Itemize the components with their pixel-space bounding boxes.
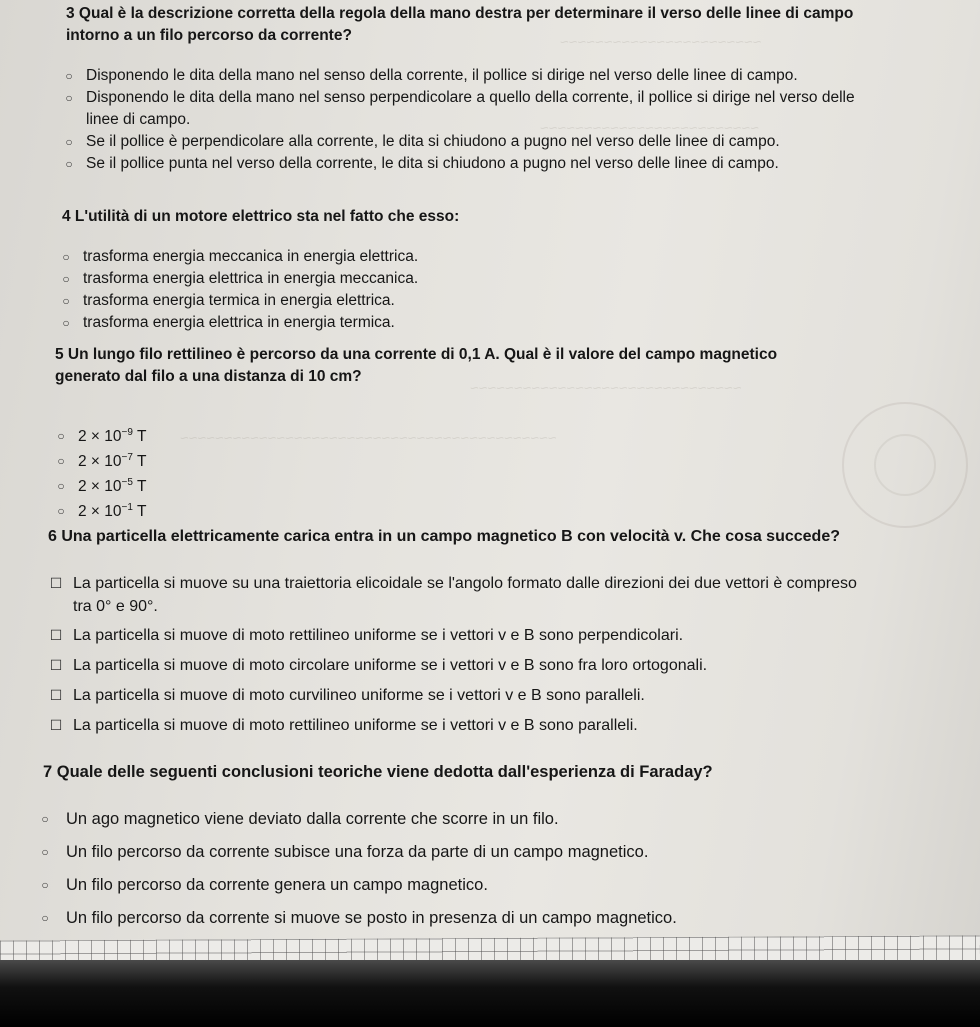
radio-icon[interactable]: ○ <box>41 845 49 859</box>
radio-icon[interactable]: ○ <box>65 135 73 149</box>
bleed-through-decoration: ~~~~~~~~~~~~~~~~~~~~~~~~~ <box>540 120 759 137</box>
question-6-option-a[interactable]: ☐ La particella si muove su una traiettoria elicoidale se l'angolo formato dalle direzioni dei due vettori è compreso tra 0° e 90°. <box>45 572 970 618</box>
bleed-through-decoration: ~~~~~~~~~~~~~~~~~~~~~~~ <box>560 34 762 51</box>
question-7-option-d[interactable]: ○ Un filo percorso da corrente si muove se posto in presenza di un campo magnetico. <box>34 906 934 930</box>
question-4 <box>62 206 459 228</box>
checkbox-icon[interactable]: ☐ <box>49 687 63 703</box>
question-7-option-a[interactable]: ○ Un ago magnetico viene deviato dalla corrente che scorre in un filo. <box>34 807 934 831</box>
question-3-title-line2: intorno a un filo percorso da corrente? <box>66 27 352 44</box>
question-4-option-b[interactable]: ○ trasforma energia elettrica in energia meccanica. <box>55 268 755 290</box>
question-6-option-d[interactable]: ☐ La particella si muove di moto curvilineo uniforme se i vettori v e B sono paralleli. <box>45 684 970 707</box>
question-4-option-a[interactable]: ○ trasforma energia meccanica in energia elettrica. <box>55 246 755 268</box>
radio-icon[interactable]: ○ <box>65 157 73 171</box>
question-3-option-c[interactable]: ○ Se il pollice è perpendicolare alla corrente, le dita si chiudono a pugno nel verso delle linee di campo. <box>58 131 958 153</box>
radio-icon[interactable]: ○ <box>62 316 70 330</box>
question-5-option-b[interactable]: ○ $2 \times 10^{-7}$ T <box>50 449 350 474</box>
question-4-option-c[interactable]: ○ trasforma energia termica in energia elettrica. <box>55 290 755 312</box>
question-6-option-e[interactable]: ☐ La particella si muove di moto rettilineo uniforme se i vettori v e B sono paralleli. <box>45 714 970 737</box>
checkbox-icon[interactable]: ☐ <box>49 575 63 591</box>
question-3-option-a[interactable]: ○ Disponendo le dita della mano nel senso della corrente, il pollice si dirige nel verso delle linee di campo. <box>58 65 958 87</box>
bleed-through-decoration: ~~~~~~~~~~~~~~~~~~~~~~~~~~~~~~~ <box>470 380 742 397</box>
question-3-option-b[interactable]: ○ Disponendo le dita della mano nel senso perpendicolare a quello della corrente, il pollice si dirige nel verso delle linee di campo. <box>58 87 958 131</box>
question-7-option-c[interactable]: ○ Un filo percorso da corrente genera un campo magnetico. <box>34 873 934 897</box>
question-5-title-line2: generato dal filo a una distanza di 10 cm? <box>55 368 362 385</box>
bleed-through-decoration: ~~~~~~~~~~~~~~~~~~~~~~~~~~~~~~~~~~~~~~~~~~~ <box>180 430 557 447</box>
question-6 <box>48 526 840 548</box>
radio-icon[interactable]: ○ <box>57 504 65 518</box>
question-6-option-c[interactable]: ☐ La particella si muove di moto circolare uniforme se i vettori v e B sono fra loro ortogonali. <box>45 654 970 677</box>
checkbox-icon[interactable]: ☐ <box>49 627 63 643</box>
question-3-title-line1: 3 Qual è la descrizione corretta della regola della mano destra per determinare il verso delle linee di campo <box>66 5 854 22</box>
radio-icon[interactable]: ○ <box>57 429 65 443</box>
question-3-options <box>58 65 958 175</box>
question-4-option-d[interactable]: ○ trasforma energia elettrica in energia termica. <box>55 312 755 334</box>
bleed-through-circle-decoration <box>825 395 975 535</box>
question-5 <box>55 344 777 388</box>
radio-icon[interactable]: ○ <box>41 878 49 892</box>
question-3 <box>66 3 853 47</box>
question-5-option-c[interactable]: ○ $2 \times 10^{-5}$ T <box>50 474 350 499</box>
radio-icon[interactable]: ○ <box>62 272 70 286</box>
question-7 <box>43 761 713 783</box>
question-4-options <box>55 246 755 334</box>
question-5-option-a[interactable]: ○ $2 \times 10^{-9}$ T <box>50 424 350 449</box>
dark-background <box>0 960 980 1027</box>
radio-icon[interactable]: ○ <box>65 69 73 83</box>
radio-icon[interactable]: ○ <box>62 250 70 264</box>
radio-icon[interactable]: ○ <box>41 911 49 925</box>
radio-icon[interactable]: ○ <box>57 479 65 493</box>
radio-icon[interactable]: ○ <box>62 294 70 308</box>
checkbox-icon[interactable]: ☐ <box>49 657 63 673</box>
question-3-title <box>66 3 853 47</box>
radio-icon[interactable]: ○ <box>65 91 73 105</box>
checkbox-icon[interactable]: ☐ <box>49 717 63 733</box>
question-7-title: 7 Quale delle seguenti conclusioni teoriche viene dedotta dall'esperienza di Faraday? <box>43 763 713 781</box>
question-7-options <box>34 807 934 930</box>
question-6-options <box>45 572 970 737</box>
question-6-title: 6 Una particella elettricamente carica entra in un campo magnetico B con velocità v. Che cosa succede? <box>48 528 840 545</box>
question-5-title <box>55 344 777 388</box>
question-5-title-line1: 5 Un lungo filo rettilineo è percorso da una corrente di 0,1 A. Qual è il valore del campo magnetico <box>55 346 778 363</box>
radio-icon[interactable]: ○ <box>57 454 65 468</box>
radio-icon[interactable]: ○ <box>41 812 49 826</box>
question-6-option-b[interactable]: ☐ La particella si muove di moto rettilineo uniforme se i vettori v e B sono perpendicolari. <box>45 624 970 647</box>
question-5-options <box>50 424 350 524</box>
question-7-option-b[interactable]: ○ Un filo percorso da corrente subisce una forza da parte di un campo magnetico. <box>34 840 934 864</box>
question-4-title: 4 L'utilità di un motore elettrico sta nel fatto che esso: <box>62 208 460 225</box>
question-3-option-d[interactable]: ○ Se il pollice punta nel verso della corrente, le dita si chiudono a pugno nel verso delle linee di campo. <box>58 153 958 175</box>
question-5-option-d[interactable]: ○ $2 \times 10^{-1}$ T <box>50 499 350 524</box>
